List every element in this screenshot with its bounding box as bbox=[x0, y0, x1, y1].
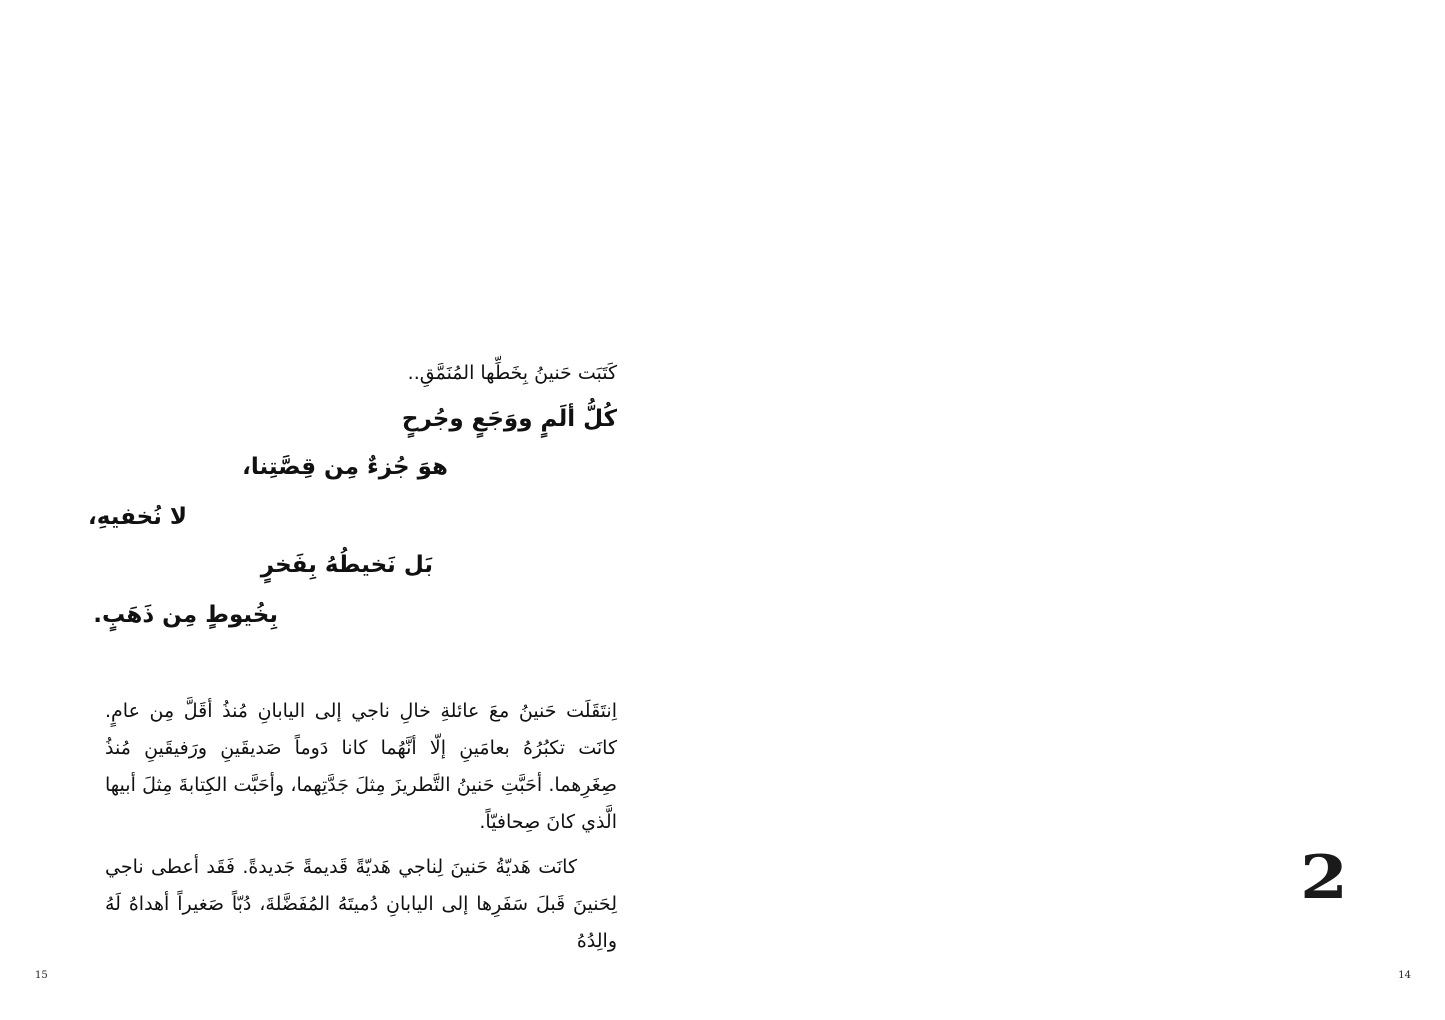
left-page bbox=[0, 0, 722, 1020]
poem-line-5: بِخُيوطٍ مِن ذَهَبٍ. bbox=[93, 602, 278, 628]
poem-line-3: لا نُخفيهِ، bbox=[88, 504, 187, 530]
page-number-right: 14 bbox=[1398, 970, 1411, 981]
poem-line-2: هوَ جُزءٌ مِن قِصَّتِنا، bbox=[242, 454, 448, 480]
intro-line: كَتَبَت حَنينُ بِخَطِّها المُنَمَّقِ.. bbox=[407, 362, 617, 384]
paragraph-1: اِنتَقَلَت حَنينُ معَ عائلةِ خالِ ناجي إلى اليابانِ مُنذُ أقَلَّ مِن عامٍ. كانَت تكبُرُهُ بعامَينِ إلّا أنَّهُما كانا دَوماً صَديقَينِ ورَفيقَينِ مُنذُ صِغَرِهما. أحَبَّتِ حَنينُ التَّطريزَ مِثلَ جَدَّتِهما، وأحَبَّت الكِتابةَ مِثلَ أبيها الَّذي كانَ صِحافيّاً. bbox=[105, 700, 617, 833]
chapter-number: 2 bbox=[1300, 843, 1349, 913]
poem-line-1: كُلُّ ألَمٍ ووَجَعٍ وجُرحٍ bbox=[401, 406, 617, 432]
poem-line-4: بَل نَخيطُهُ بِفَخرٍ bbox=[260, 552, 433, 578]
paragraph-2: كانَت هَديّةُ حَنينَ لِناجي هَديّةً قَديمةً جَديدةً. فَقَد أعطى ناجي لِحَنينَ قَبلَ سَفَرِها إلى اليابانِ دُميتَهُ المُفَضَّلةَ، دُبّاً صَغيراً أهداهُ لَهُ والِدُهُ bbox=[105, 856, 617, 952]
right-page bbox=[723, 0, 1445, 1020]
page-number-left: 15 bbox=[35, 970, 48, 981]
story-text bbox=[105, 693, 617, 968]
